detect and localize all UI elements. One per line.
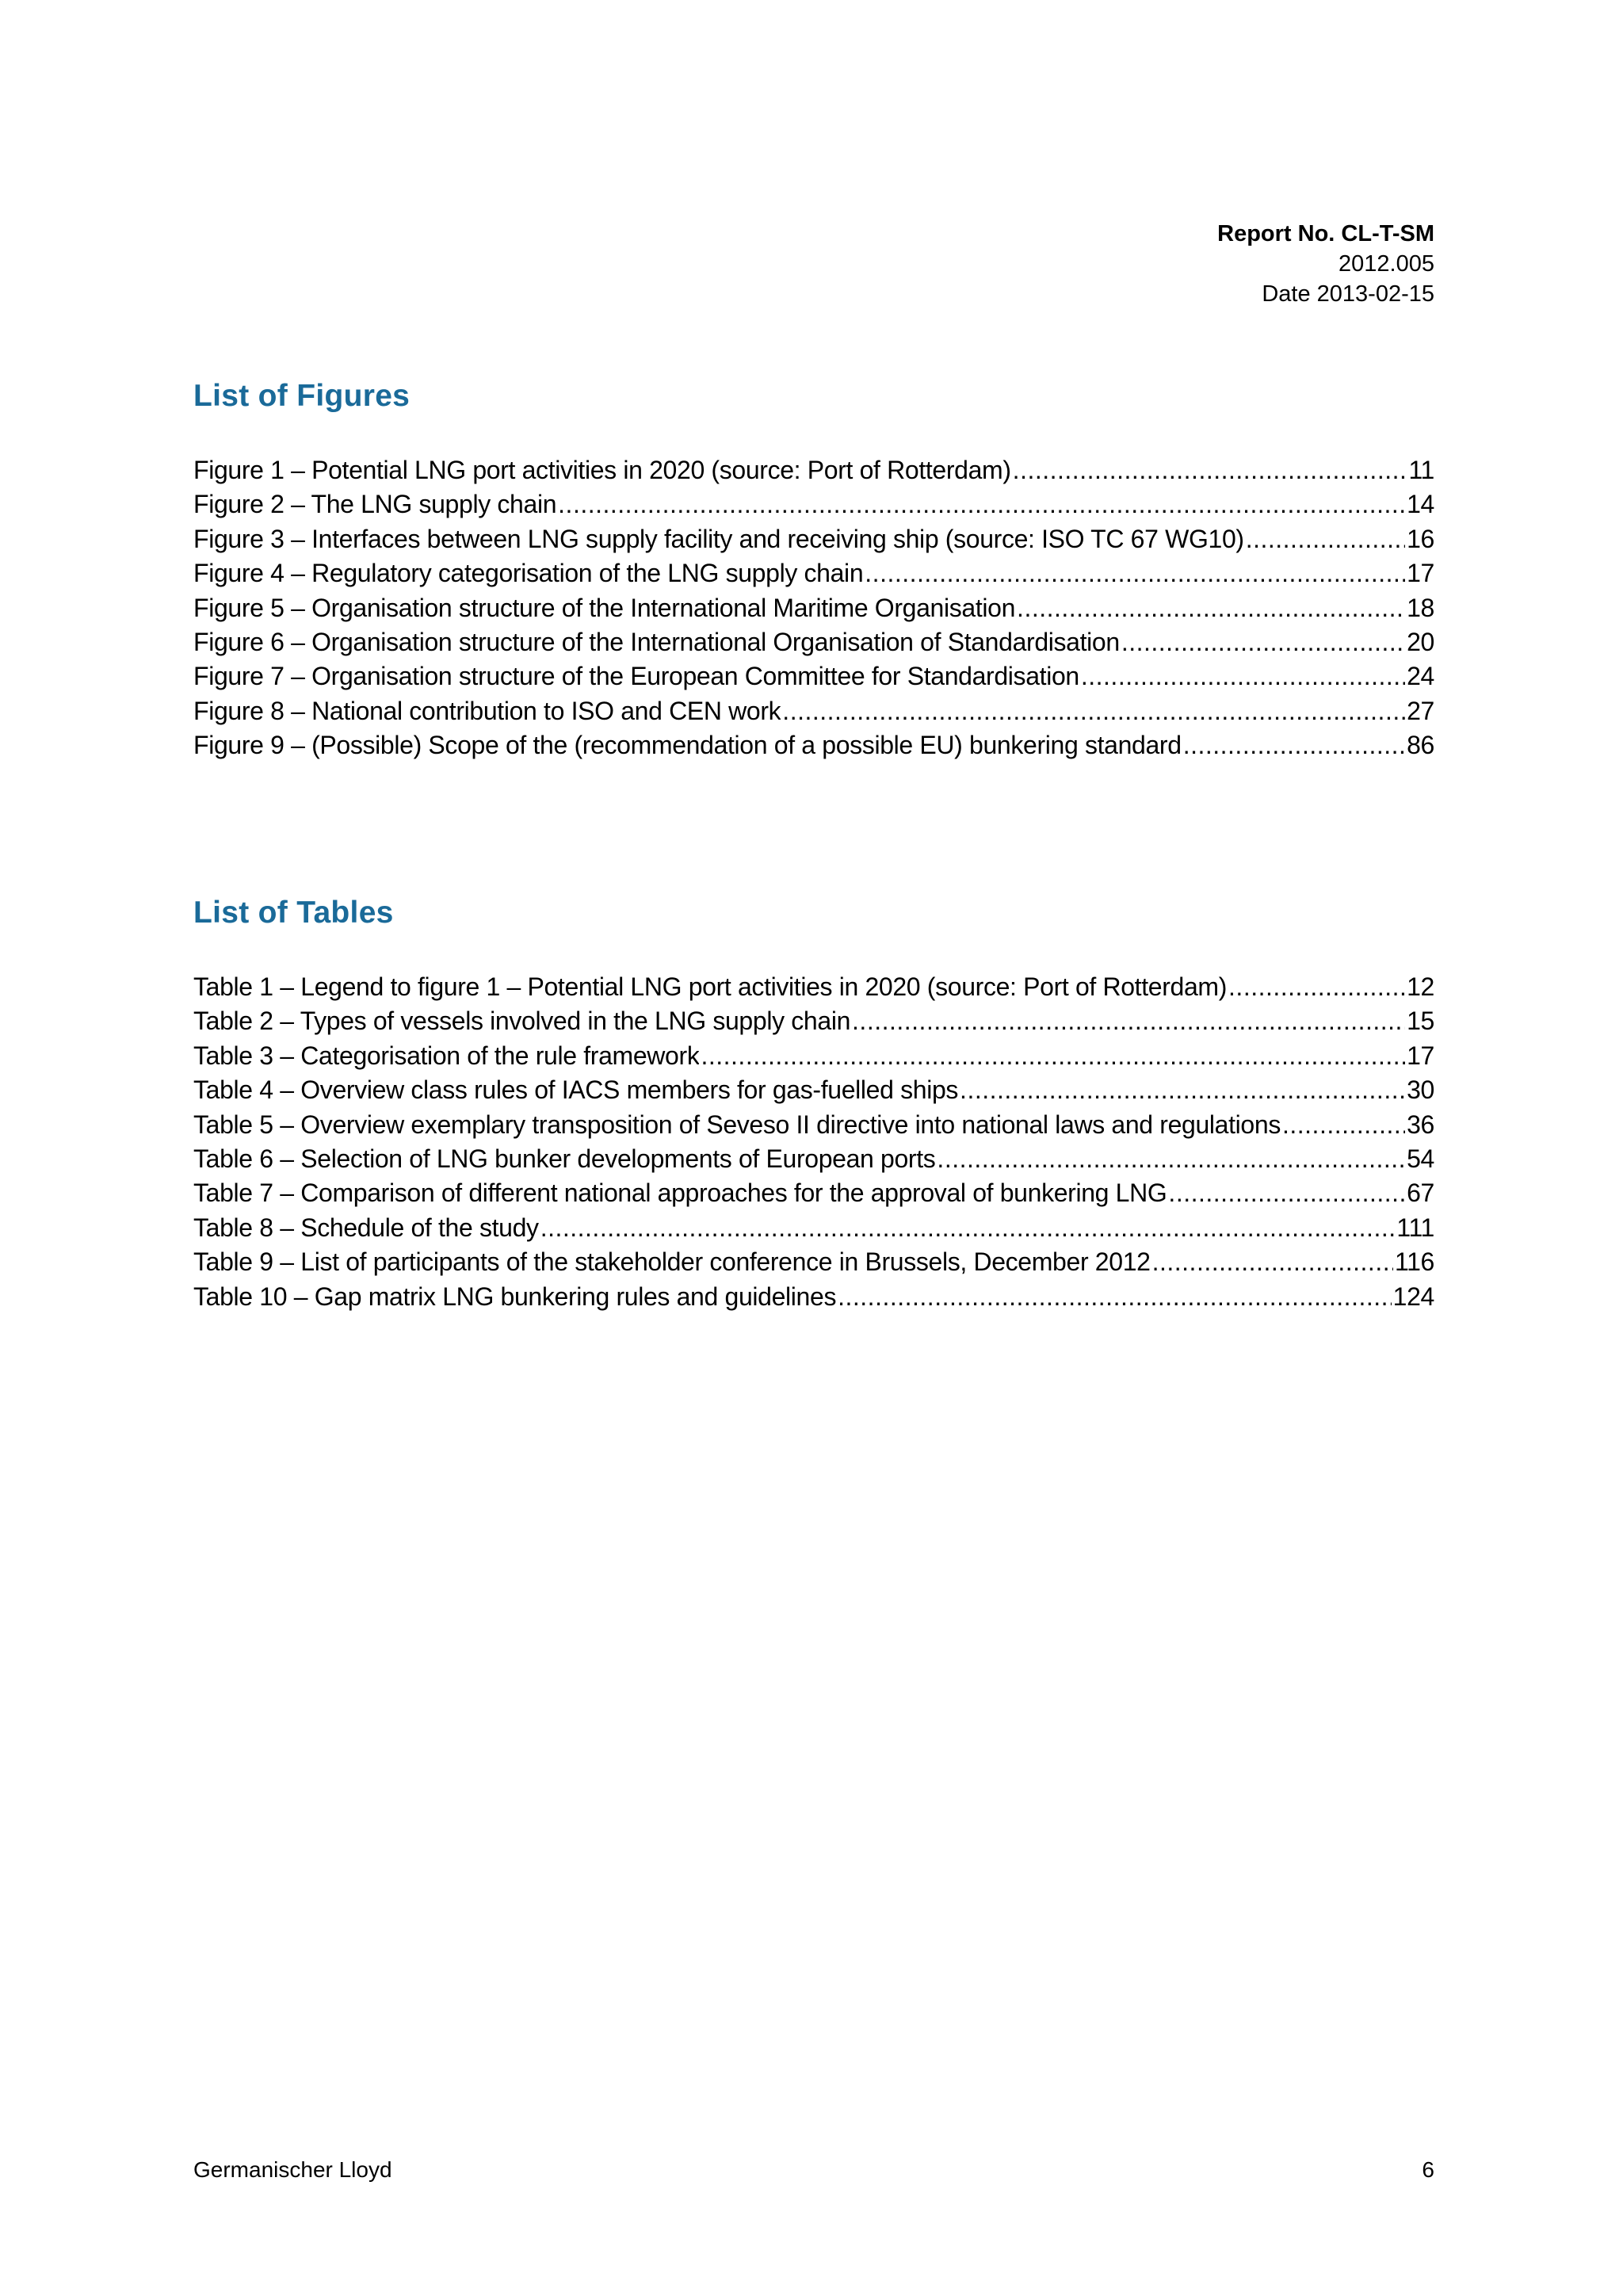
toc-entry-label: Table 2 – Types of vessels involved in the LNG supply chain xyxy=(193,1007,851,1036)
toc-entry-page: 14 xyxy=(1407,490,1434,519)
footer-company: Germanischer Lloyd xyxy=(193,2157,392,2182)
report-date: Date 2013-02-15 xyxy=(1262,281,1434,307)
toc-entry-table-10[interactable] xyxy=(193,1280,1434,1314)
toc-entry-label: Figure 5 – Organisation structure of the International Maritime Organisation xyxy=(193,593,1016,622)
toc-leader-dots xyxy=(1017,591,1405,625)
toc-entry-page: 111 xyxy=(1396,1213,1434,1242)
toc-entry-figure-9[interactable] xyxy=(193,728,1434,762)
toc-entry-label: Table 10 – Gap matrix LNG bunkering rules and guidelines xyxy=(193,1282,837,1311)
toc-entry-label: Figure 2 – The LNG supply chain xyxy=(193,490,557,519)
toc-entry-table-2[interactable] xyxy=(193,1004,1434,1038)
toc-entry-table-6[interactable] xyxy=(193,1142,1434,1176)
toc-entry-page: 24 xyxy=(1407,662,1434,691)
toc-entry-label: Figure 1 – Potential LNG port activities in 2020 (source: Port of Rotterdam) xyxy=(193,456,1011,484)
toc-entry-table-5[interactable] xyxy=(193,1108,1434,1142)
toc-leader-dots xyxy=(782,694,1405,728)
toc-entry-label: Figure 8 – National contribution to ISO and CEN work xyxy=(193,696,781,725)
toc-entry-label: Table 1 – Legend to figure 1 – Potential LNG port activities in 2020 (source: Port of Rotterdam) xyxy=(193,972,1228,1001)
toc-entry-page: 67 xyxy=(1407,1179,1434,1208)
toc-entry-page: 20 xyxy=(1407,627,1434,656)
toc-entry-label: Figure 7 – Organisation structure of the European Committee for Standardisation xyxy=(193,662,1079,691)
toc-entry-label: Figure 4 – Regulatory categorisation of the LNG supply chain xyxy=(193,559,864,588)
toc-entry-figure-1[interactable] xyxy=(193,453,1434,487)
report-header xyxy=(1217,219,1434,309)
toc-entry-page: 16 xyxy=(1407,524,1434,553)
toc-entry-label: Table 3 – Categorisation of the rule framework xyxy=(193,1041,700,1070)
toc-entry-table-7[interactable] xyxy=(193,1176,1434,1210)
toc-entry-label: Figure 3 – Interfaces between LNG supply facility and receiving ship (source: ISO TC 67 WG10) xyxy=(193,524,1244,553)
toc-leader-dots xyxy=(838,1280,1392,1314)
toc-entry-table-9[interactable] xyxy=(193,1245,1434,1279)
toc-entry-table-1[interactable] xyxy=(193,970,1434,1004)
toc-leader-dots xyxy=(1013,453,1407,487)
report-number: Report No. CL-T-SM xyxy=(1217,221,1434,246)
toc-entry-figure-6[interactable] xyxy=(193,625,1434,659)
toc-leader-dots xyxy=(1228,970,1405,1004)
toc-leader-dots xyxy=(701,1039,1405,1073)
toc-leader-dots xyxy=(1081,659,1405,693)
toc-leader-dots xyxy=(1121,625,1405,659)
toc-leader-dots xyxy=(540,1211,1396,1245)
toc-entry-figure-8[interactable] xyxy=(193,694,1434,728)
list-of-tables-title: List of Tables xyxy=(193,896,394,930)
toc-entry-label: Figure 6 – Organisation structure of the International Organisation of Standardisation xyxy=(193,627,1120,656)
toc-entry-page: 18 xyxy=(1407,593,1434,622)
toc-leader-dots xyxy=(1246,522,1405,556)
toc-leader-dots xyxy=(1183,728,1405,762)
list-of-figures-title: List of Figures xyxy=(193,379,411,413)
toc-entry-page: 86 xyxy=(1407,731,1434,760)
toc-entry-page: 11 xyxy=(1408,456,1434,484)
toc-entry-page: 30 xyxy=(1407,1075,1434,1105)
toc-entry-page: 124 xyxy=(1392,1282,1434,1311)
list-of-tables xyxy=(193,970,1434,1314)
toc-leader-dots xyxy=(1168,1176,1405,1210)
toc-leader-dots xyxy=(1152,1245,1393,1279)
toc-entry-label: Table 9 – List of participants of the stakeholder conference in Brussels, December 2012 xyxy=(193,1247,1151,1277)
toc-entry-page: 54 xyxy=(1407,1144,1434,1173)
toc-entry-label: Table 8 – Schedule of the study xyxy=(193,1213,539,1242)
toc-entry-table-4[interactable] xyxy=(193,1073,1434,1107)
toc-leader-dots xyxy=(558,487,1405,521)
toc-entry-figure-2[interactable] xyxy=(193,487,1434,521)
toc-entry-figure-5[interactable] xyxy=(193,591,1434,625)
toc-entry-page: 116 xyxy=(1395,1247,1434,1277)
toc-entry-label: Table 6 – Selection of LNG bunker developments of European ports xyxy=(193,1144,936,1173)
toc-entry-page: 15 xyxy=(1407,1007,1434,1036)
toc-entry-figure-7[interactable] xyxy=(193,659,1434,693)
toc-entry-label: Table 4 – Overview class rules of IACS members for gas-fuelled ships xyxy=(193,1075,959,1105)
toc-leader-dots xyxy=(852,1004,1405,1038)
toc-entry-label: Table 5 – Overview exemplary transposition of Seveso II directive into national laws and regulations xyxy=(193,1110,1281,1139)
toc-leader-dots xyxy=(937,1142,1405,1176)
toc-entry-page: 17 xyxy=(1407,1041,1434,1070)
footer-page-number: 6 xyxy=(1422,2157,1434,2182)
toc-entry-page: 17 xyxy=(1407,559,1434,588)
toc-entry-page: 36 xyxy=(1407,1110,1434,1139)
toc-entry-label: Figure 9 – (Possible) Scope of the (recommendation of a possible EU) bunkering standard xyxy=(193,731,1182,760)
toc-leader-dots xyxy=(1282,1108,1405,1142)
toc-entry-figure-4[interactable] xyxy=(193,556,1434,590)
toc-leader-dots xyxy=(960,1073,1405,1107)
page-footer xyxy=(193,2156,1434,2184)
toc-leader-dots xyxy=(865,556,1405,590)
toc-entry-table-8[interactable] xyxy=(193,1211,1434,1245)
list-of-figures xyxy=(193,453,1434,763)
toc-entry-label: Table 7 – Comparison of different national approaches for the approval of bunkering LNG xyxy=(193,1179,1167,1208)
toc-entry-page: 27 xyxy=(1407,696,1434,725)
toc-entry-page: 12 xyxy=(1407,972,1434,1001)
report-id: 2012.005 xyxy=(1338,251,1434,277)
toc-entry-table-3[interactable] xyxy=(193,1039,1434,1073)
toc-entry-figure-3[interactable] xyxy=(193,522,1434,556)
